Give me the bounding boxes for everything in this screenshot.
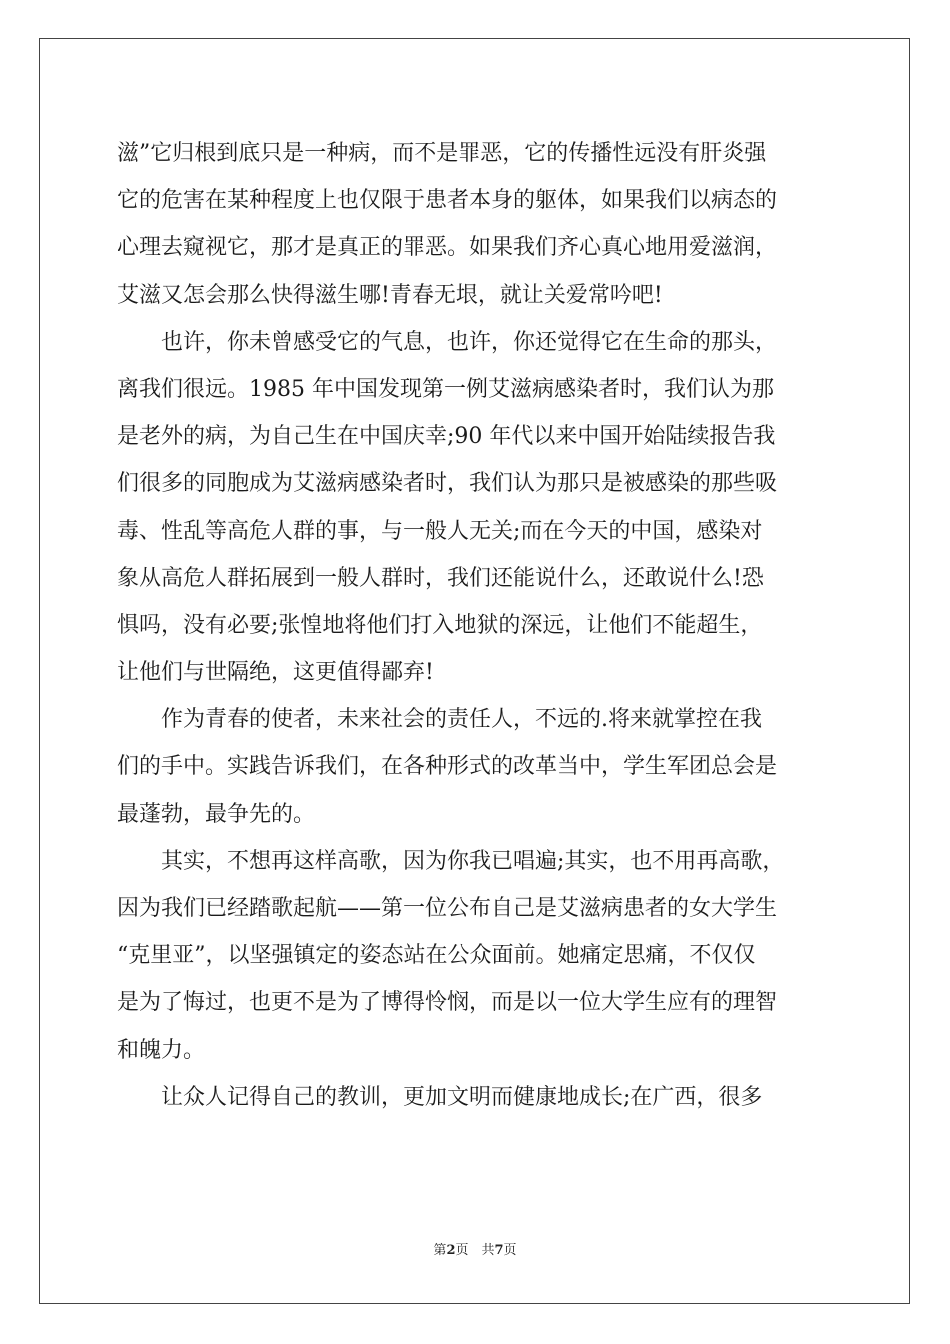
text-line: 惧吗，没有必要;张惶地将他们打入地狱的深远，让他们不能超生， [117,612,763,638]
text-line: 们的手中。实践告诉我们，在各种形式的改革当中，学生军团总会是 [117,754,778,780]
current-page-number: 2 [446,1243,456,1258]
page-number-prefix: 第 [433,1243,447,1258]
text-line: 们很多的同胞成为艾滋病感染者时，我们认为那只是被感染的那些吸 [117,471,778,497]
text-line: 让他们与世隔绝，这更值得鄙弃! [117,660,434,686]
total-pages-number: 7 [494,1243,504,1258]
page-number-mid: 页 共 [455,1243,495,1258]
text-line: 象从高危人群拓展到一般人群时，我们还能说什么，还敢说什么!恐 [117,565,764,591]
text-line: 其实，不想再这样高歌，因为你我已唱遍;其实，也不用再高歌， [117,848,785,874]
text-line: 它的危害在某种程度上也仅限于患者本身的躯体，如果我们以病态的 [117,188,778,214]
text-line: 心理去窥视它，那才是真正的罪恶。如果我们齐心真心地用爱滋润， [117,235,778,261]
text-line: 和魄力。 [117,1037,206,1063]
text-line: 最蓬勃，最争先的。 [117,801,316,827]
text-line: 因为我们已经踏歌起航——第一位公布自己是艾滋病患者的女大学生 [117,896,778,921]
text-line: 是老外的病，为自己生在中国庆幸;90 年代以来中国开始陆续报告我 [117,424,776,450]
text-line: 是为了悔过，也更不是为了博得怜悯，而是以一位大学生应有的理智 [117,990,778,1016]
text-line: 作为青春的使者，未来社会的责任人，不远的.将来就掌控在我 [117,707,762,733]
text-line: 也许，你未曾感受它的气息，也许，你还觉得它在生命的那头， [117,329,778,355]
page-number-suffix: 页 [503,1243,517,1258]
page-footer [0,1242,950,1260]
text-line: 让众人记得自己的教训，更加文明而健康地成长;在广西，很多 [117,1084,763,1110]
body-text [117,130,834,1121]
text-line: 滋”它归根到底只是一种病，而不是罪恶，它的传播性远没有肝炎强 [117,141,767,166]
text-line: 艾滋又怎会那么快得滋生哪!青春无垠，就让关爱常吟吧! [117,282,663,308]
text-line: 毒、性乱等高危人群的事，与一般人无关;而在今天的中国，感染对 [117,518,763,544]
text-line: “克里亚”，以坚强镇定的姿态站在公众面前。她痛定思痛，不仅仅 [117,943,756,969]
text-line: 离我们很远。1985 年中国发现第一例艾滋病感染者时，我们认为那 [117,376,774,402]
